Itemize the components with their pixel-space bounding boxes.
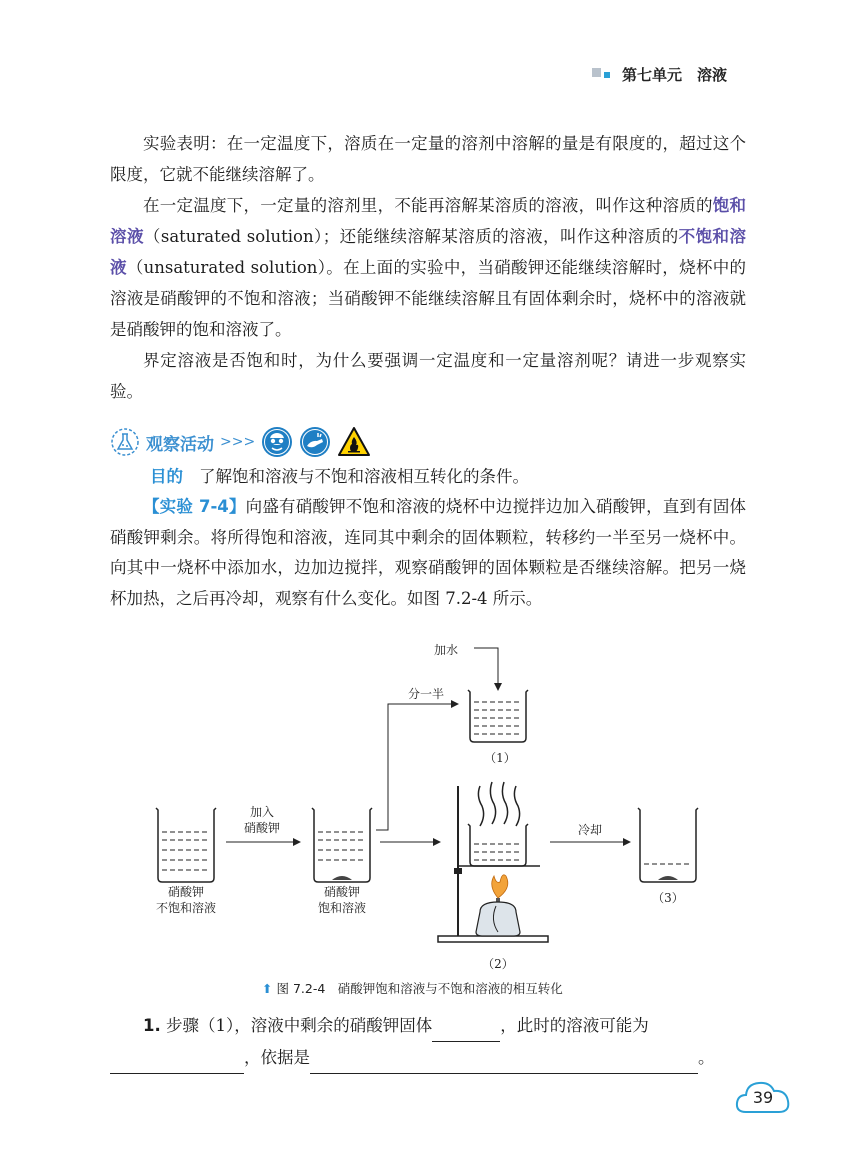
label-kno3-b: 硝酸钾 [323,885,361,899]
flask-icon [110,427,140,457]
goggles-icon [261,426,293,458]
paragraph-3: 界定溶液是否饱和时，为什么要强调一定温度和一定量溶剂呢？请进一步观察实验。 [110,351,746,401]
answer-blank-3[interactable] [310,1053,698,1074]
label-add-water: 加水 [434,643,459,657]
answer-blank-1[interactable] [432,1021,500,1042]
label-kno3-a: 硝酸钾 [167,885,205,899]
experiment-label: 【实验 7-4】 [143,497,246,516]
arrow-up-icon: ⬆ [262,981,273,996]
paragraph-1: 实验表明：在一定温度下，溶质在一定量的溶剂中溶解的量是有限度的，超过这个限度，它就不能继续溶解了。 [110,134,746,184]
question-1: 1. 步骤（1），溶液中剩余的硝酸钾固体 ，此时的溶液可能为，依据是 。 [110,1010,746,1074]
beaker-saturated [312,808,372,882]
beaker-step1 [468,690,528,742]
purpose-line [150,461,750,492]
label-unsaturated: 不饱和溶液 [155,901,217,915]
label-saturated: 饱和溶液 [317,901,367,915]
label-kno3-reagent: 硝酸钾 [243,821,281,835]
beaker-step3 [638,808,698,882]
label-split-half: 分一半 [408,687,445,701]
beaker-unsaturated [156,808,216,882]
question-number: 1. [143,1016,161,1035]
hand-wash-icon [299,426,331,458]
flammable-warning-icon [337,426,371,458]
heating-apparatus [438,782,548,942]
label-add: 加入 [249,805,275,819]
label-cool: 冷却 [577,823,603,837]
term-saturated: 饱和溶液 [110,196,747,246]
unit-header: 第七单元 溶液 [622,66,728,84]
experiment-text: 【实验 7-4】向盛有硝酸钾不饱和溶液的烧杯中边搅拌边加入硝酸钾，直到有固体硝酸钾剩余。将所得饱和溶液，连同其中剩余的固体颗粒，转移约一半至另一烧杯中。向其中一烧杯中添加水，边加边搅拌，观察硝酸钾的固体颗粒是否继续溶解。把另一烧杯加热，之后再冷却，观察有什么变化。如图 7.2-4 所示。 [110,497,747,608]
experiment-figure [140,636,740,976]
header-decoration-accent [604,72,610,78]
label-step1: （1） [484,751,516,765]
purpose-label: 目的 [150,467,183,486]
purpose-text: 了解饱和溶液与不饱和溶液相互转化的条件。 [199,467,529,486]
label-step2: （2） [482,957,514,971]
activity-header [110,424,371,460]
paragraph-2: 在一定温度下，一定量的溶剂里，不能再溶解某溶质的溶液，叫作这种溶质的饱和溶液（saturated solution）；还能继续溶解某溶质的溶液，叫作这种溶质的不饱和溶液（unsaturated solution）。在上面的实验中，当硝酸钾还能继续溶解时，烧杯中的溶液是硝酸钾的不饱和溶液；当硝酸钾不能继续溶解且有固体剩余时，烧杯中的溶液就是硝酸钾的饱和溶液了。 [110,196,747,339]
activity-title: 观察活动 [146,434,214,455]
arrow-add-water [474,648,498,690]
label-step3: （3） [652,891,684,905]
answer-blank-2[interactable] [110,1053,244,1074]
arrow-split-half [376,704,458,830]
page-number: 39 [752,1088,774,1107]
header-decoration [592,68,601,77]
term-unsaturated: 不饱和溶液 [110,227,747,277]
figure-caption: ⬆ 图 7.2-4 硝酸钾饱和溶液与不饱和溶液的相互转化 [262,981,563,996]
activity-arrows: >>> [220,434,256,450]
